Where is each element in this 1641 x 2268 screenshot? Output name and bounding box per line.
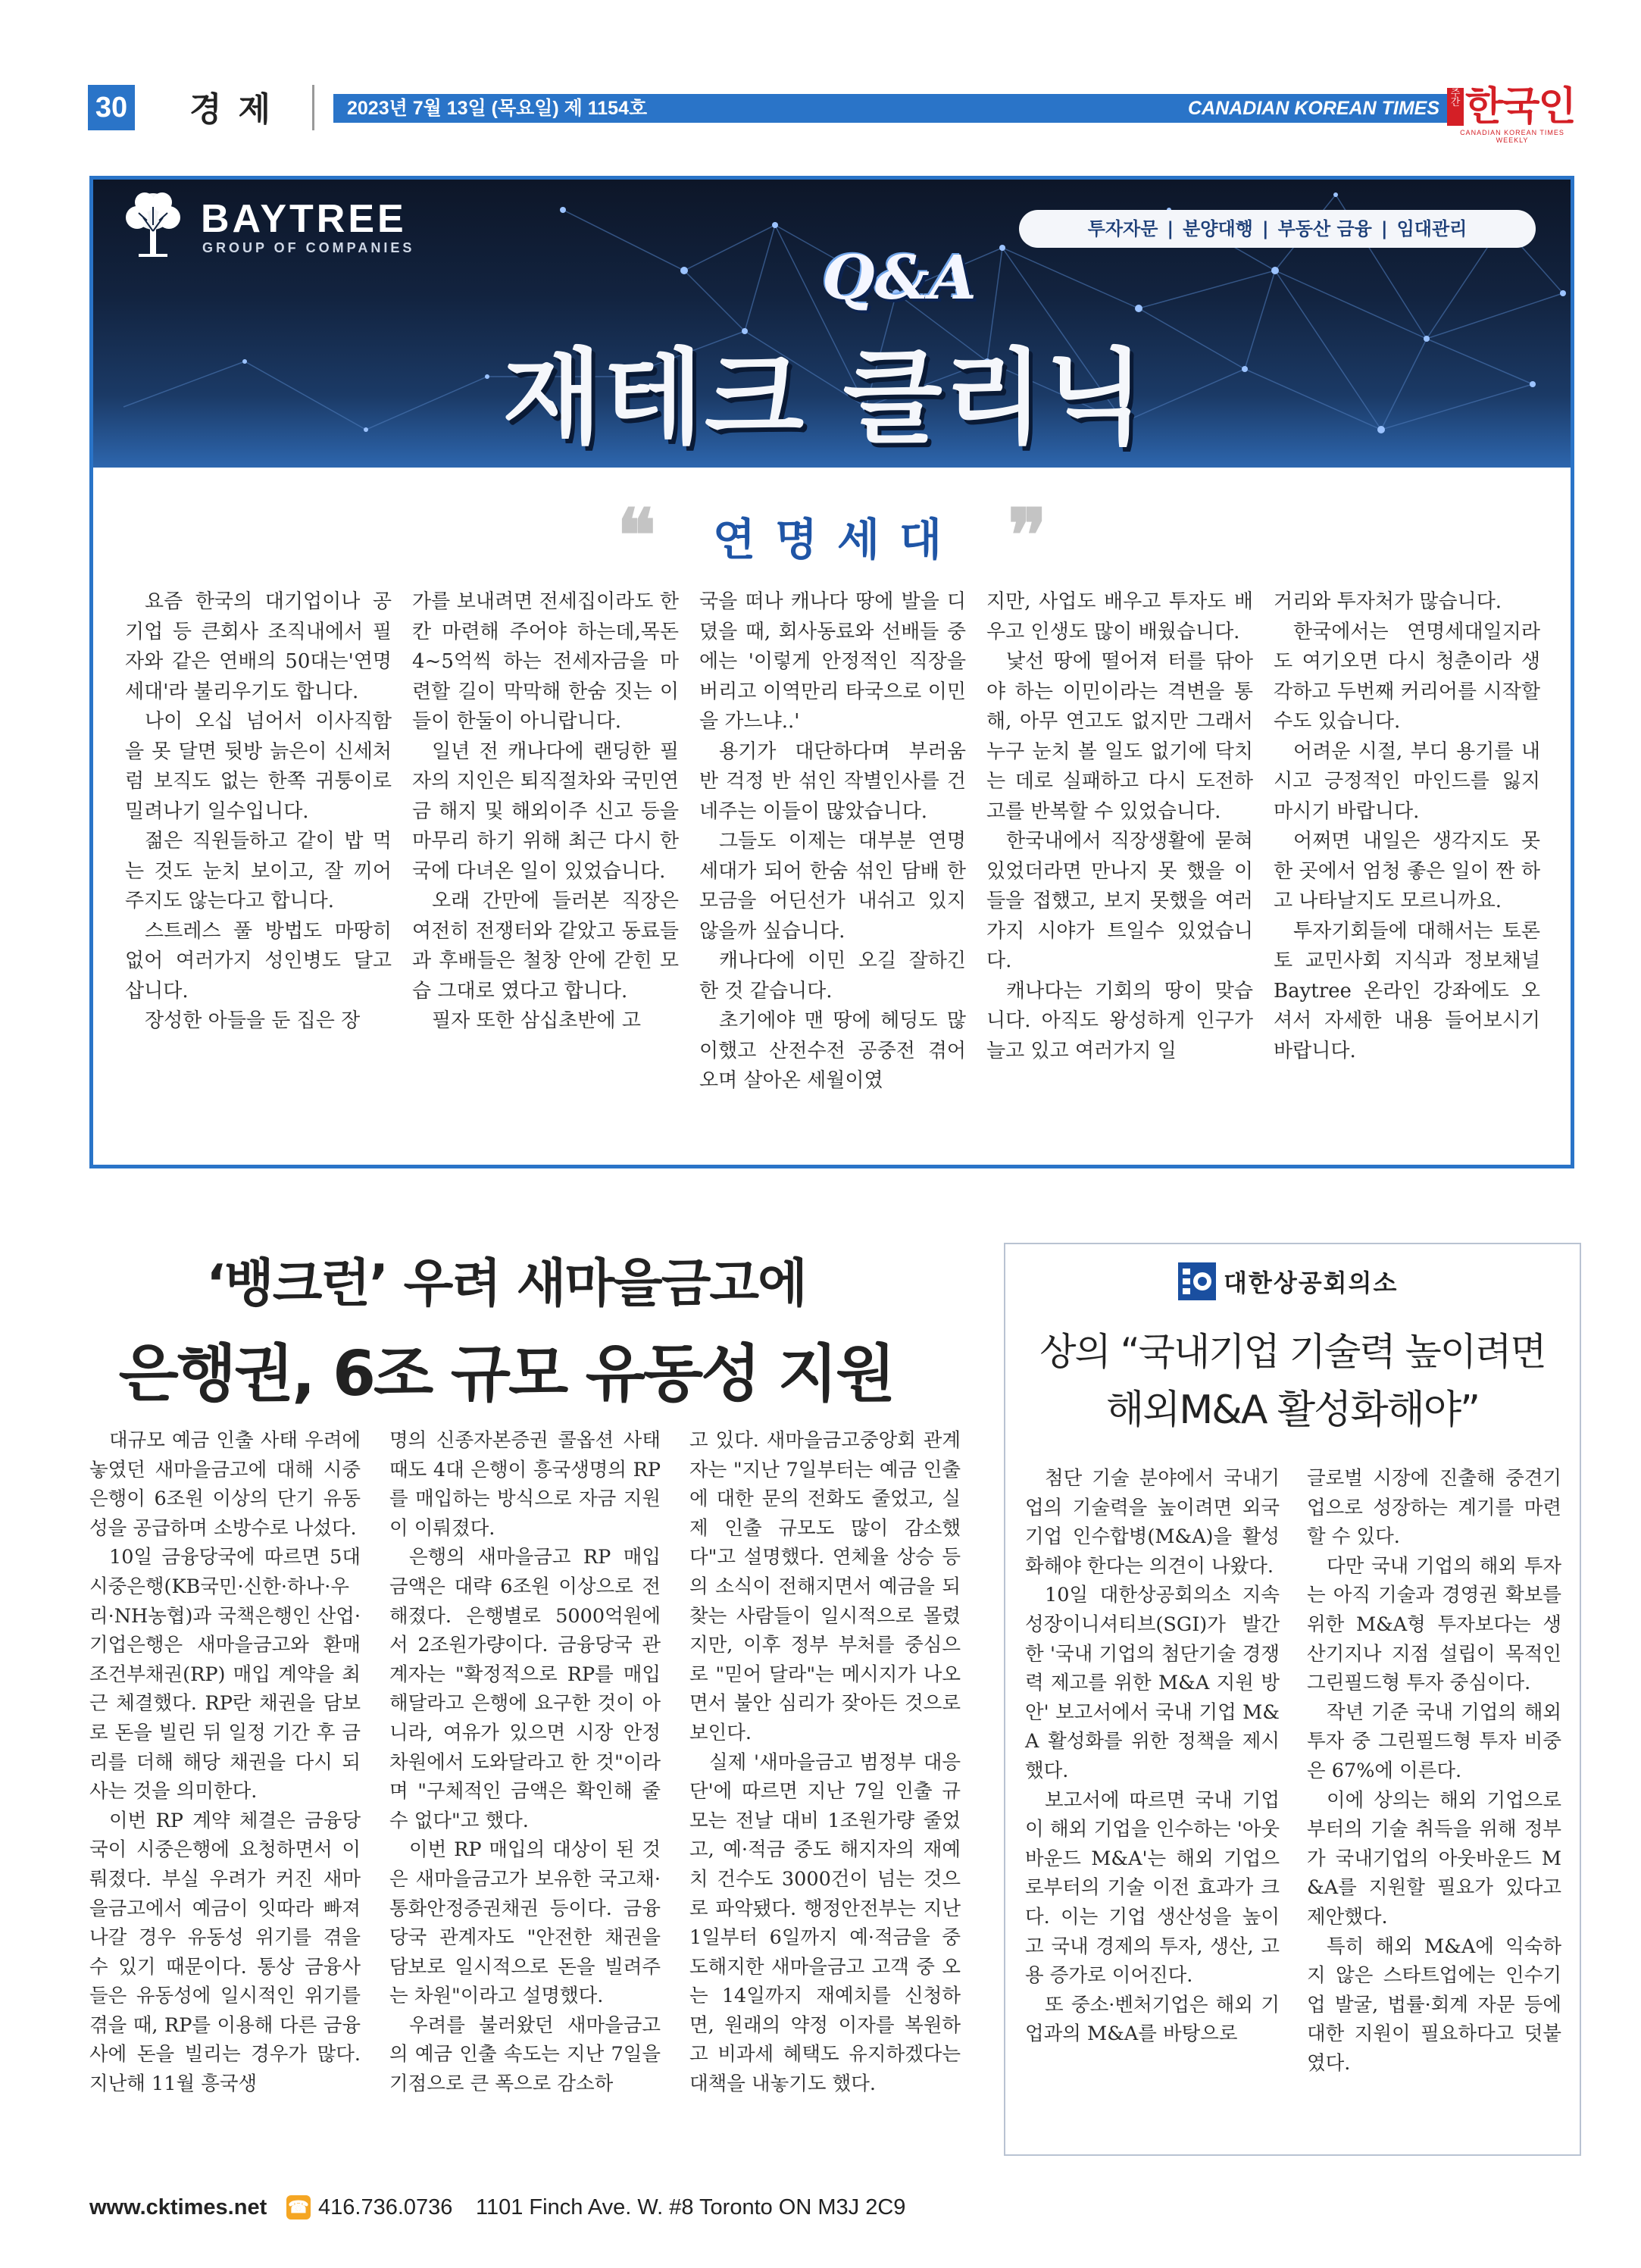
paragraph: 캐나다는 기회의 땅이 맞습니다. 아직도 왕성하게 인구가 늘고 있고 여러가지 일 [986,979,1253,1062]
chamber-column-2 [1307,1464,1561,2078]
paragraph: 거리와 투자처가 많습니다. [1274,590,1502,613]
service-separator: | [1261,218,1269,239]
chamber-name: 대한상공회의소 [1224,1269,1399,1297]
qa-column-5 [1274,587,1540,1066]
paragraph: 대규모 예금 인출 사태 우려에 놓였던 새마을금고에 대해 시중은행이 6조원 이상의 단기 유동성을 공급하며 소방수로 나섰다. [89,1429,361,1540]
article-body [89,1426,968,2146]
qa-column-1 [125,587,392,1037]
article-column-1 [89,1426,361,2099]
chamber-article-body [1025,1464,1563,2146]
paragraph: 용기가 대단하다며 부러움 반 걱정 반 섞인 작별인사를 건네주는 이들이 많았습니다. [699,740,966,823]
paragraph: 글로벌 시장에 진출해 중견기업으로 성장하는 계기를 마련할 수 있다. [1307,1467,1561,1549]
baytree-logo [116,190,525,258]
issue-date: 2023년 7월 13일 (목요일) 제 1154호 [347,98,648,119]
paragraph: 첨단 기술 분야에서 국내기업의 기술력을 높이려면 외국 기업 인수합병(M&A)을 활성화해야 한다는 의견이 나왔다. [1025,1467,1280,1578]
paragraph: 초기에야 맨 땅에 헤딩도 많이했고 산전수전 공중전 겪어 오며 살아온 세월이였 [699,1009,966,1092]
tree-icon [116,190,190,258]
address: 1101 Finch Ave. W. #8 Toronto ON M3J 2C9 [476,2195,906,2220]
paragraph: 실제 '새마을금고 범정부 대응단'에 따르면 지난 7일 인출 규모는 전날 대비 1조원가량 줄었고, 예·적금 중도 해지자의 재예치 건수도 3000건이 넘는 것으로 파악됐다. 행정안전부는 지난 1일부터 6일까지 예·적금을 중도해지한 새마을금고 고객 중 오는 14일까지 재예치를 신청하면, 원래의 약정 이자를 복원하고 비과세 혜택도 유지하겠다는 대책을 내놓기도 했다. [689,1750,961,2096]
paragraph: 이번 RP 매입의 대상이 된 것은 새마을금고가 보유한 국고채·통화안정증권채권 등이다. 금융당국 관계자도 "안전한 채권을 담보로 일시적으로 돈을 빌려주는 차원"이라고 설명했다. [389,1838,661,2008]
service-item: 임대관리 [1396,218,1468,239]
header-divider [312,85,314,130]
paragraph: 그들도 이제는 대부분 연명세대가 되어 한숨 섞인 담배 한모금을 어딘선가 내쉬고 있지 않을까 싶습니다. [699,830,966,943]
paragraph: 낯선 땅에 떨어져 터를 닦아야 하는 이민이라는 격변을 통해, 아무 연고도 없지만 그래서 누구 눈치 볼 일도 없기에 닥치는 데로 실패하고 다시 도전하고를 반복할 수 있었습니다. [986,650,1253,823]
topic-title: 연명세대 [712,514,962,565]
section-title: 경제 [189,90,288,129]
logo-side-label: 주간 [1447,88,1464,126]
service-separator: | [1167,218,1174,239]
paragraph: 어쩌면 내일은 생각지도 못한 곳에서 엄청 좋은 일이 짠 하고 나타날지도 모르니까요. [1274,830,1540,912]
services-pill [1019,210,1536,248]
chamber-emblem-icon [1178,1262,1216,1300]
paragraph: 이번 RP 계약 체결은 금융당국이 시중은행에 요청하면서 이뤄졌다. 부실 우려가 커진 새마을금고에서 예금이 잇따라 빠져나갈 경우 유동성 위기를 겪을 수 있기 때문이다. 통상 금융사들은 유동성에 일시적인 위기를 겪을 때, RP를 이용해 다른 금융사에 돈을 빌리는 경우가 많다. 지난해 11월 흥국생 [89,1809,361,2096]
chamber-headline-line1: 상의 “국내기업 기술력 높이려면 [1039,1330,1546,1374]
paragraph: 지만, 사업도 배우고 투자도 배우고 인생도 많이 배웠습니다. [986,590,1253,643]
paragraph: 요즘 한국의 대기업이나 공기업 등 큰회사 조직내에서 필자와 같은 연배의 50대는'연명세대'라 불리우기도 합니다. [125,590,392,703]
page-footer [89,2188,999,2226]
chamber-headline-line2: 해외M&A 활성화해야” [1105,1387,1480,1433]
chamber-article-box [1004,1243,1581,2156]
paragraph: 나이 오십 넘어서 이사직함을 못 달면 뒷방 늙은이 신세처럼 보직도 없는 한쪽 귀퉁이로 밀려나기 일수입니다. [125,710,392,823]
article-column-2 [389,1426,661,2099]
paragraph: 10일 금융당국에 따르면 5대 시중은행(KB국민·신한·하나·우리·NH농협)과 국책은행인 산업·기업은행은 새마을금고와 환매조건부채권(RP) 매입 계약을 최근 체결했다. RP란 채권을 담보로 돈을 빌린 뒤 일정 기간 후 금리를 더해 해당 채권을 다시 되사는 것을 의미한다. [89,1546,361,1803]
paragraph: 명의 신종자본증권 콜옵션 사태 때도 4대 은행이 흥국생명의 RP를 매입하는 방식으로 자금 지원이 이뤄졌다. [389,1429,661,1540]
paragraph: 어려운 시절, 부디 용기를 내시고 긍정적인 마인드를 잃지 마시기 바랍니다. [1274,740,1540,823]
qa-column-box [89,176,1574,1168]
close-quote-icon: ❞ [1008,493,1047,578]
publication-name: CANADIAN KOREAN TIMES [1188,98,1439,119]
service-separator: | [1380,218,1388,239]
paragraph: 이에 상의는 해외 기업으로부터의 기술 취득을 위해 정부가 국내기업의 아웃바운드 M&A를 지원할 필요가 있다고 제안했다. [1307,1788,1561,1929]
paragraph: 젊은 직원들하고 같이 밥 먹는 것도 눈치 보이고, 잘 끼어 주지도 않는다고 합니다. [125,830,392,912]
company-subtitle: GROUP OF COMPANIES [202,240,415,255]
phone-icon: ☎ [286,2195,311,2220]
service-item: 투자자문 [1087,218,1158,239]
paragraph: 캐나다에 이민 오길 잘하긴 한 것 같습니다. [699,949,966,1003]
paragraph: 일년 전 캐나다에 랜딩한 필자의 지인은 퇴직절차와 국민연금 해지 및 해외이주 신고 등을 마무리 하기 위해 최근 다시 한국에 다녀온 일이 있었습니다. [412,740,679,883]
page-number: 30 [88,85,135,130]
paragraph: 보고서에 따르면 국내 기업이 해외 기업을 인수하는 '아웃바운드 M&A'는 해외 기업으로부터의 기술 이전 효과가 크다. 이는 기업 생산성을 높이고 국내 경제의 투자, 생산, 고용 증가로 이어진다. [1025,1788,1280,1988]
paragraph: 작년 기준 국내 기업의 해외 투자 중 그린필드형 투자 비중은 67%에 이른다. [1307,1700,1561,1782]
qa-column-4 [986,587,1253,1066]
service-item: 부동산 금융 [1277,218,1372,239]
paragraph: 스트레스 풀 방법도 마땅히 없어 여러가지 성인병도 달고 삽니다. [125,919,392,1003]
qa-body [125,587,1542,1148]
paragraph: 10일 대한상공회의소 지속성장이니셔티브(SGI)가 발간한 '국내 기업의 첨단기술 경쟁력 제고를 위한 M&A 지원 방안' 보고서에서 국내 기업 M&A 활성화를 위한 정책을 제시했다. [1025,1584,1280,1782]
paragraph: 다만 국내 기업의 해외 투자는 아직 기술과 경영권 확보를 위한 M&A형 투자보다는 생산기지나 지점 설립이 목적인 그린필드형 투자 중심이다. [1307,1554,1561,1695]
newspaper-logo [1447,84,1577,144]
paragraph: 한국에서는 연명세대일지라도 여기오면 다시 청춘이라 생각하고 두번째 커리어를 시작할 수도 있습니다. [1274,620,1540,733]
qa-column-3 [699,587,966,1096]
column-title: 재테크 클리닉 [502,339,1146,458]
company-name: BAYTREE [201,197,407,241]
qa-column-2 [412,587,679,1037]
paragraph: 특히 해외 M&A에 익숙하지 않은 스타트업에는 인수기업 발굴, 법률·회계 자문 등에 대한 지원이 필요하다고 덧붙였다. [1307,1935,1561,2075]
paragraph: 은행의 새마을금고 RP 매입 금액은 대략 6조원 이상으로 전해졌다. 은행별로 5000억원에서 2조원가량이다. 금융당국 관계자는 "확정적으로 RP를 매입해달라고 은행에 요구한 것이 아니라, 여유가 있으면 시장 안정 차원에서 도와달라고 한 것"이라며 "구체적인 금액은 확인해 줄 수 없다"고 했다. [389,1546,661,1832]
paragraph: 한국내에서 직장생활에 묻혀 있었더라면 만나지 못 했을 이들을 접했고, 보지 못했을 여러가지 시야가 트일수 있었습니다. [986,830,1253,972]
paragraph: 또 중소·벤처기업은 해외 기업과의 M&A를 바탕으로 [1025,1993,1280,2046]
qa-label: Q&A [822,242,977,313]
logo-main-text: 한국인 [1465,84,1575,130]
logo-subtitle: CANADIAN KOREAN TIMES WEEKLY [1460,129,1564,144]
qa-banner [93,180,1571,468]
article-headline-line1: ‘뱅크런’ 우려 새마을금고에 [206,1254,806,1314]
paragraph: 장성한 아들을 둔 집은 장 [145,1009,361,1032]
paragraph: 필자 또한 삼십초반에 고 [432,1009,641,1032]
paragraph: 국을 떠나 캐나다 땅에 발을 디뎠을 때, 회사동료와 선배들 중에는 '이렇게 안정적인 직장을 버리고 이역만리 타국으로 이민을 가느냐..' [699,590,966,733]
paragraph: 투자기회들에 대해서는 토론토 교민사회 지식과 정보채널 Baytree 온라인 강좌에도 오셔서 자세한 내용 들어보시기 바랍니다. [1274,919,1540,1062]
paragraph: 우려를 불러왔던 새마을금고의 예금 인출 속도는 지난 7일을 기점으로 큰 폭으로 감소하 [389,2013,661,2096]
article-column-3 [689,1426,961,2099]
article-headline-line2: 은행권, 6조 규모 유동성 지원 [118,1338,894,1410]
website-link[interactable]: www.cktimes.net [89,2195,267,2220]
service-item: 분양대행 [1183,218,1253,239]
open-quote-icon: ❝ [617,493,656,578]
phone-number: 416.736.0736 [318,2195,453,2220]
paragraph: 오래 간만에 들러본 직장은여전히 전쟁터와 같았고 동료들과 후배들은 철창 안에 갇힌 모습 그대로 였다고 합니다. [412,890,679,1003]
chamber-column-1 [1025,1464,1280,2049]
paragraph: 가를 보내려면 전세집이라도 한 칸 마련해 주어야 하는데,목돈 4~5억씩 하는 전세자금을 마련할 길이 막막해 한숨 짓는 이들이 한둘이 아니랍니다. [412,590,679,733]
topic-heading [93,493,1571,578]
paragraph: 고 있다. 새마을금고중앙회 관계자는 "지난 7일부터는 예금 인출에 대한 문의 전화도 줄었고, 실제 인출 규모도 많이 감소했다"고 설명했다. 연체율 상승 등의 소식이 전해지면서 예금을 되찾는 사람들이 일시적으로 몰렸지만, 이후 정부 부처를 중심으로 "믿어 달라"는 메시지가 나오면서 불안 심리가 잦아든 것으로 보인다. [689,1429,961,1744]
